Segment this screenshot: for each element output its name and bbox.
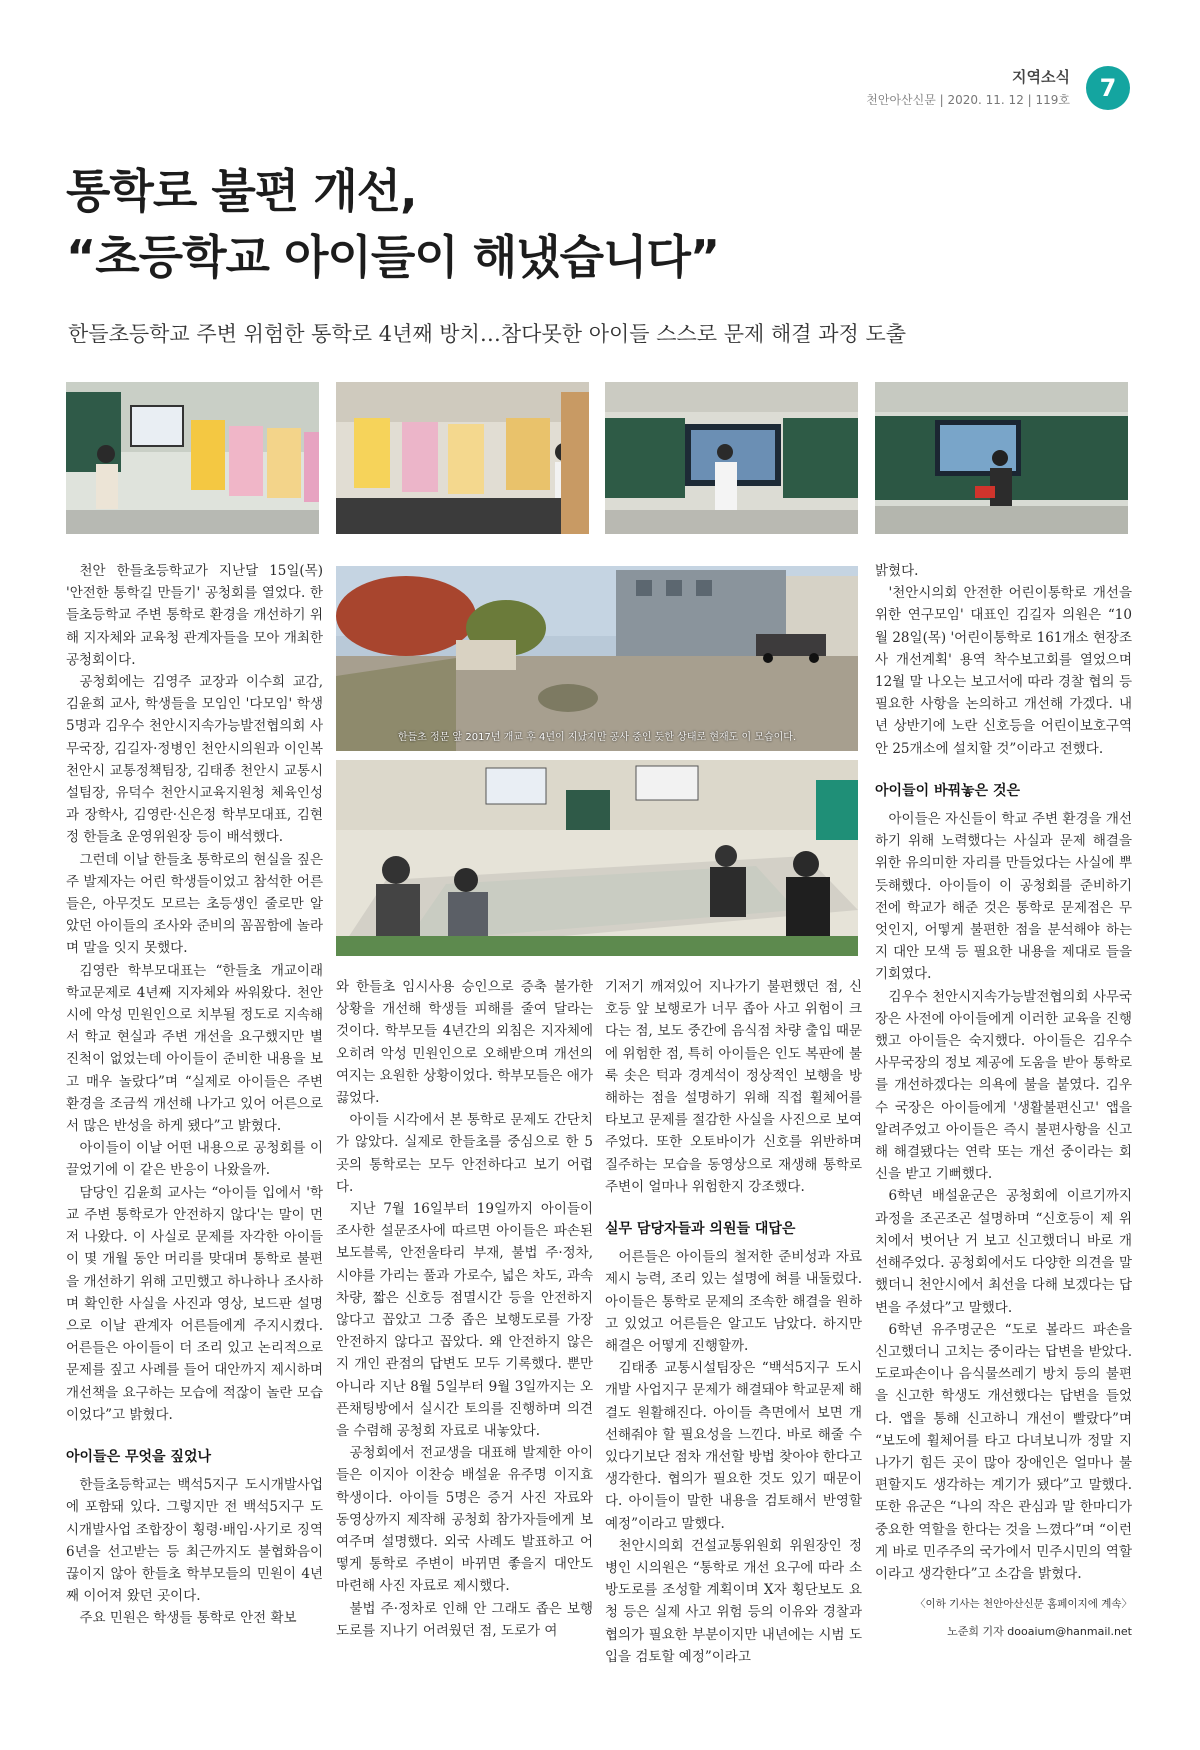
continued-note: 〈이하 기사는 천안아산신문 홈페이지에 계속〉	[915, 1598, 1132, 1611]
paragraph: 기저기 깨져있어 지나가기 불편했던 점, 신호등 앞 보행로가 너무 좁아 사고 위험이 크다는 점, 보도 중간에 음식점 차량 출입 때문에 위험한 점, 특히 아이들은 인도 복판에 불룩 솟은 턱과 경계석이 정상적인 보행을 방해하는 점을 설명하기 위해 직접 휠체어를 타보고 문제를 절감한 사실을 사진으로 보여주었다. 또한 오토바이가 신호를 위반하며 질주하는 모습을 동영상으로 재생해 통학로 주변이 얼마나 위험한지 강조했다.	[605, 979, 862, 1195]
paragraph: 담당인 김윤희 교사는 “아이들 입에서 '학교 주변 통학로가 안전하지 않다'는 말이 먼저 나왔다. 이 사실로 문제를 자각한 아이들이 몇 개월 동안 머리를 맞대며 통학로 불편을 개선하기 위해 고민했고 하나하나 조사하며 확인한 사실을 사진과 영상, 보드판 설명으로 이날 관계자 어른들에게 주지시켰다. 어른들은 아이들이 더 조리 있고 논리적으로 문제를 짚고 사례를 들어 대안까지 제시하며 개선책을 요구하는 모습에 적잖이 놀란 모습이었다”고 밝혔다.	[66, 1184, 323, 1423]
headline	[66, 158, 719, 290]
paragraph: 공청회에는 김영주 교장과 이수희 교감, 김윤희 교사, 학생들을 모임인 '다모임' 학생 5명과 김우수 천안시지속가능발전협의회 사무국장, 김길자·정병인 천안시의원과 이인복 천안시 교통정책팀장, 김태종 천안시 교통시설팀장, 유덕수 천안시교육지원청 체육인성과 장학사, 김영란·신은정 학부모대표, 김현정 한들초 운영위원장 등이 배석했다.	[66, 674, 323, 846]
paragraph: 천안시의회 건설교통위원회 위원장인 정병인 시의원은 “통학로 개선 요구에 따라 소방도로를 조성할 계획이며 X자 횡단보도 요청 등은 실제 사고 위험 등의 이유와 경찰과 협의가 필요한 부분이지만 내년에는 시범 도입을 검토할 예정”이라고	[605, 1537, 862, 1665]
section-heading: 아이들은 무엇을 짚었나	[66, 1448, 211, 1465]
photo-school-gate	[336, 566, 858, 751]
subheadline: 한들초등학교 주변 위험한 통학로 4년째 방치…참다못한 아이들 스스로 문제 해결 과정 도출	[68, 322, 907, 346]
page-number-badge: 7	[1086, 66, 1130, 110]
paragraph: 김영란 학부모대표는 “한들초 개교이래 학교문제로 4년째 지자체와 싸워왔다. 천안시에 악성 민원인으로 치부될 정도로 지속해서 학교 현실과 주변 개선을 요구했지만 별 진척이 없었는데 아이들이 준비한 내용을 보고 매우 놀랐다”며 “실제로 아이들은 주변 환경을 조금씩 개선해 나가고 있어 어른으로서 많은 반성을 하게 됐다”고 밝혔다.	[66, 962, 323, 1135]
paragraph: 와 한들초 임시사용 승인으로 증축 불가한 상황을 개선해 학생들 피해를 줄여 달라는 것이다. 학부모들 4년간의 외침은 지자체에 오히려 악성 민원인으로 오해받으며 개선의 여지는 요원한 상황이었다. 학부모들은 애가 끓었다.	[336, 979, 593, 1107]
photo-presentation-2	[336, 382, 589, 534]
headline-line-1: 통학로 불편 개선,	[66, 164, 417, 218]
paragraph: 김태종 교통시설팀장은 “백석5지구 도시개발 사업지구 문제가 해결돼야 학교문제 해결도 원활해진다. 아이들 측면에서 보면 개선해줘야 할 필요성을 느낀다. 바로 해줄 수 있다기보단 점차 개선할 방법 찾아야 한다고 생각한다. 협의가 필요한 것도 있기 때문이다. 아이들이 말한 내용을 검토해서 반영할 예정”이라고 말했다.	[605, 1360, 862, 1532]
paragraph: 6학년 유주명군은 “도로 볼라드 파손을 신고했더니 고치는 중이라는 답변을 받았다. 도로파손이나 음식물쓰레기 방치 등의 불편을 신고한 학생도 개선했다는 답변을 들었다. 앱을 통해 신고하니 개선이 빨랐다”며 “보도에 휠체어를 타고 다녀보니까 정말 지나가기 힘든 곳이 많아 장애인은 얼마나 불편할지도 생각하는 계기가 됐다”고 말했다. 또한 유군은 “나의 작은 관심과 말 한마디가 중요한 역할을 한다는 것을 느꼈다”며 “이런 게 바로 민주주의 국가에서 민주시민의 역할이라고 생각한다”고 소감을 밝혔다.	[875, 1321, 1132, 1582]
paragraph: 그런데 이날 한들초 통학로의 현실을 짚은 주 발제자는 어린 학생들이었고 참석한 어른들은, 아무것도 모르는 초등생인 줄로만 알았던 아이들의 조사와 준비의 꼼꼼함에 놀라며 말을 잇지 못했다.	[66, 851, 323, 957]
article-column-3	[605, 976, 862, 1668]
byline: 노준희 기자 dooaium@hanmail.net	[947, 1625, 1132, 1639]
section-heading: 아이들이 바꿔놓은 것은	[875, 782, 1020, 799]
paragraph: 공청회에서 전교생을 대표해 발제한 아이들은 이지아 이찬승 배설윤 유주명 이지효 학생이다. 아이들 5명은 증거 사진 자료와 동영상까지 제작해 공청회 참가자들에게 보여주며 설명했다. 외국 사례도 발표하고 어떻게 통학로 주변이 바뀌면 좋을지 대안도 마련해 사진 자료로 제시했다.	[336, 1445, 593, 1595]
photo-public-hearing	[336, 760, 858, 956]
photo-presentation-1	[66, 382, 319, 534]
photo-presentation-3	[605, 382, 858, 534]
paragraph: 아이들이 이날 어떤 내용으로 공청회를 이끌었기에 이 같은 반응이 나왔을까.	[66, 1140, 323, 1179]
section-heading: 실무 담당자들과 의원들 대답은	[605, 1221, 796, 1238]
article-column-4	[875, 560, 1132, 1644]
paragraph: 주요 민원은 학생들 통학로 안전 확보	[79, 1610, 297, 1627]
photo-presentation-4	[875, 382, 1128, 534]
paragraph: 6학년 배설윤군은 공청회에 이르기까지 과정을 조곤조곤 설명하며 “신호등이 제 위치에서 벗어난 거 보고 신고했더니 바로 개선해주었다. 공청회에서도 다양한 의견을 말했더니 천안시에서 최선을 다해 보겠다는 답변을 주셨다”고 말했다.	[875, 1188, 1132, 1316]
paragraph: '천안시의회 안전한 어린이통학로 개선을 위한 연구모임' 대표인 김길자 의원은 “10월 28일(목) '어린이통학로 161개소 현장조사 개선계획' 용역 착수보고회를 열었으며 12월 말 나오는 보고서에 따라 경찰 협의 등 필요한 사항을 논의하고 개선해 가겠다. 내년 상반기에 노란 신호등을 어린이보호구역 안 25개소에 설치할 것”이라고 전했다.	[875, 585, 1132, 757]
paragraph: 한들초등학교는 백석5지구 도시개발사업에 포함돼 있다. 그렇지만 전 백석5지구 도시개발사업 조합장이 횡령·배임·사기로 징역 6년을 선고받는 등 최근까지도 불협화음이 끊이지 않아 한들초 학부모들의 민원이 4년째 이어져 왔던 곳이다.	[66, 1477, 323, 1605]
section-name: 지역소식	[1012, 68, 1070, 86]
photo-caption: 한들초 정문 앞 2017년 개교 후 4년이 지났지만 공사 중인 듯한 상태로 현재도 이 모습이다.	[397, 732, 797, 743]
page-header	[866, 66, 1070, 108]
paragraph: 아이들 시각에서 본 통학로 문제도 간단치가 않았다. 실제로 한들초를 중심으로 한 5곳의 통학로는 모두 안전하다고 보기 어렵다.	[336, 1112, 593, 1195]
paragraph: 아이들은 자신들이 학교 주변 환경을 개선하기 위해 노력했다는 사실과 문제 해결을 위한 유의미한 자리를 만들었다는 사실에 뿌듯해했다. 아이들이 이 공청회를 준비하기 전에 학교가 해준 것은 통학로 문제점은 무엇인지, 어떻게 불편한 점을 분석해야 하는지 대안 모색 등 필요한 내용을 제대로 들을 기회였다.	[875, 811, 1132, 983]
paragraph: 밝혔다.	[875, 563, 919, 579]
article-column-1	[66, 560, 323, 1630]
paragraph: 어른들은 아이들의 철저한 준비성과 자료 제시 능력, 조리 있는 설명에 혀를 내둘렀다. 아이들은 통학로 문제의 조속한 해결을 원하고 있었고 어른들은 알고도 남았다. 하지만 해결은 어떻게 진행할까.	[605, 1249, 862, 1355]
article-column-2	[336, 976, 593, 1642]
paragraph: 지난 7월 16일부터 19일까지 아이들이 조사한 설문조사에 따르면 아이들은 파손된 보도블록, 안전울타리 부재, 불법 주·정차, 시야를 가리는 풀과 가로수, 넓은 차도, 과속차량, 짧은 신호등 점멸시간 등을 안전하지 않다고 꼽았고 그중 좁은 보행도로를 가장 안전하지 않다고 꼽았다. 왜 안전하지 않은지 개인 관점의 답변도 모두 기록했다. 뿐만 아니라 지난 8월 5일부터 9월 3일까지는 오픈채팅방에서 실시간 토의를 진행하며 의견을 수렴해 공청회 자료로 내놓았다.	[336, 1201, 593, 1440]
issue-info: 천안아산신문 | 2020. 11. 12 | 119호	[866, 93, 1070, 107]
paragraph: 천안 한들초등학교가 지난달 15일(목) '안전한 통학길 만들기' 공청회를 열었다. 한들초등학교 주변 통학로 환경을 개선하기 위해 지자체와 교육청 관계자들을 모아 개최한 공청회이다.	[66, 563, 323, 668]
headline-line-2: “초등학교 아이들이 해냈습니다”	[66, 230, 720, 284]
paragraph: 불법 주·정차로 인해 안 그래도 좁은 보행도로를 지나기 어려웠던 점, 도로가 여	[336, 1600, 593, 1639]
paragraph: 김우수 천안시지속가능발전협의회 사무국장은 사전에 아이들에게 이러한 교육을 진행했고 아이들은 숙지했다. 아이들은 김우수 사무국장의 정보 제공에 도움을 받아 통학로를 개선하겠다는 의욕에 불을 붙였다. 김우수 국장은 아이들에게 '생활불편신고' 앱을 알려주었고 아이들은 즉시 불편사항을 신고해 해결됐다는 연락 또는 개선 중이라는 회신을 받고 기뻐했다.	[875, 988, 1132, 1183]
